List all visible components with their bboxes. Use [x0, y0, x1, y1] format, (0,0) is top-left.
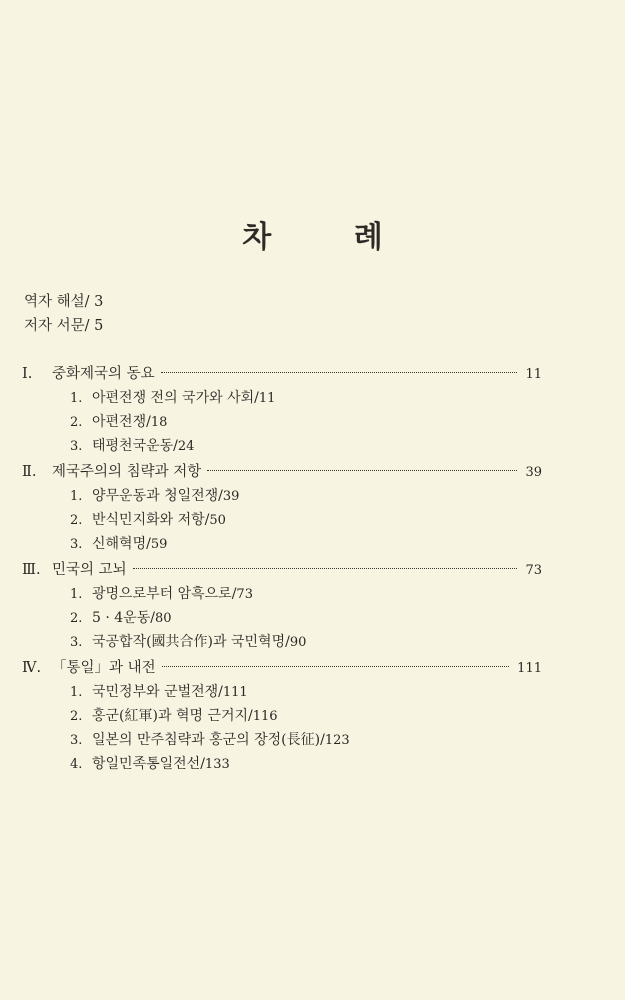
section-entry: 2. 5 · 4운동/80 [22, 606, 542, 630]
chapter-group [22, 362, 542, 458]
section-number: 3. [70, 635, 83, 650]
chapter-entry [22, 558, 542, 582]
chapter-title: 중화제국의 동요 [52, 366, 155, 382]
front-matter-item: 역자 해설/ 3 [24, 294, 104, 310]
section-page: 11 [258, 391, 276, 406]
section-entry: 2. 홍군(紅軍)과 혁명 근거지/116 [22, 704, 542, 728]
section-number: 1. [70, 391, 83, 406]
section-title: 일본의 만주침략과 홍군의 장정(長征) [92, 732, 321, 748]
chapter-group [22, 558, 542, 654]
chapter-group [22, 460, 542, 556]
chapter-group [22, 656, 542, 776]
chapter-number: Ⅱ. [22, 464, 37, 480]
dot-leader [133, 568, 518, 569]
section-number: 1. [70, 685, 83, 700]
front-matter-title: 역자 해설 [24, 294, 85, 310]
section-page: 18 [150, 415, 168, 430]
dot-leader [162, 666, 510, 667]
page-title: 차 례 [242, 220, 419, 255]
section-number: 2. [70, 415, 83, 430]
section-entry: 4. 항일민족통일전선/133 [22, 752, 542, 776]
section-title: 태평천국운동 [92, 438, 174, 454]
section-page: 133 [204, 757, 230, 772]
section-title: 국민정부와 군벌전쟁 [92, 684, 219, 700]
chapter-page: 111 [517, 661, 542, 676]
chapter-number: Ⅳ. [22, 660, 42, 676]
section-page: 116 [252, 709, 278, 724]
section-number: 3. [70, 439, 83, 454]
section-page: 24 [177, 439, 195, 454]
section-page: 111 [222, 685, 248, 700]
dot-leader [161, 372, 518, 373]
section-title: 홍군(紅軍)과 혁명 근거지 [92, 708, 249, 724]
front-matter-list [24, 290, 103, 338]
section-title: 반식민지화와 저항 [92, 512, 205, 528]
section-title: 5 · 4운동 [92, 610, 151, 626]
front-matter-page: 5 [94, 318, 104, 334]
chapter-title: 「통일」과 내전 [52, 660, 156, 676]
section-entry: 1. 아편전쟁 전의 국가와 사회/11 [22, 386, 542, 410]
section-entry: 3. 국공합작(國共合作)과 국민혁명/90 [22, 630, 542, 654]
section-title: 신해혁명 [92, 536, 147, 552]
section-title: 국공합작(國共合作)과 국민혁명 [92, 634, 286, 650]
chapter-entry [22, 362, 542, 386]
section-page: 123 [324, 733, 350, 748]
chapter-number: Ⅲ. [22, 562, 41, 578]
chapter-entry [22, 460, 542, 484]
table-of-contents [22, 362, 542, 778]
section-entry: 3. 신해혁명/59 [22, 532, 542, 556]
section-entry: 2. 아편전쟁/18 [22, 410, 542, 434]
section-title: 아편전쟁 전의 국가와 사회 [92, 390, 255, 406]
chapter-page: 73 [525, 563, 542, 578]
section-title: 아편전쟁 [92, 414, 147, 430]
section-entry: 1. 양무운동과 청일전쟁/39 [22, 484, 542, 508]
section-page: 39 [222, 489, 240, 504]
chapter-title: 민국의 고뇌 [52, 562, 127, 578]
section-number: 4. [70, 757, 83, 772]
section-page: 59 [150, 537, 168, 552]
front-matter-item: 저자 서문/ 5 [24, 318, 104, 334]
chapter-number: Ⅰ. [22, 366, 33, 382]
section-number: 2. [70, 709, 83, 724]
dot-leader [207, 470, 517, 471]
section-number: 3. [70, 537, 83, 552]
section-number: 1. [70, 587, 83, 602]
section-entry: 3. 태평천국운동/24 [22, 434, 542, 458]
section-page: 73 [236, 587, 253, 602]
chapter-entry [22, 656, 542, 680]
section-title: 광명으로부터 암흑으로 [92, 586, 232, 602]
section-title: 양무운동과 청일전쟁 [92, 488, 219, 504]
section-title: 항일민족통일전선 [92, 756, 201, 772]
section-entry: 2. 반식민지화와 저항/50 [22, 508, 542, 532]
section-page: 80 [154, 611, 172, 626]
chapter-page: 11 [525, 367, 542, 382]
chapter-page: 39 [525, 465, 542, 480]
section-entry: 1. 광명으로부터 암흑으로/73 [22, 582, 542, 606]
section-entry: 1. 국민정부와 군벌전쟁/111 [22, 680, 542, 704]
section-number: 2. [70, 513, 83, 528]
front-matter-title: 저자 서문 [24, 318, 85, 334]
section-number: 2. [70, 611, 83, 626]
section-number: 3. [70, 733, 83, 748]
section-number: 1. [70, 489, 83, 504]
section-page: 50 [209, 513, 226, 528]
front-matter-page: 3 [94, 294, 104, 310]
section-entry: 3. 일본의 만주침략과 홍군의 장정(長征)/123 [22, 728, 542, 752]
chapter-title: 제국주의의 침략과 저항 [52, 464, 202, 480]
section-page: 90 [289, 635, 307, 650]
